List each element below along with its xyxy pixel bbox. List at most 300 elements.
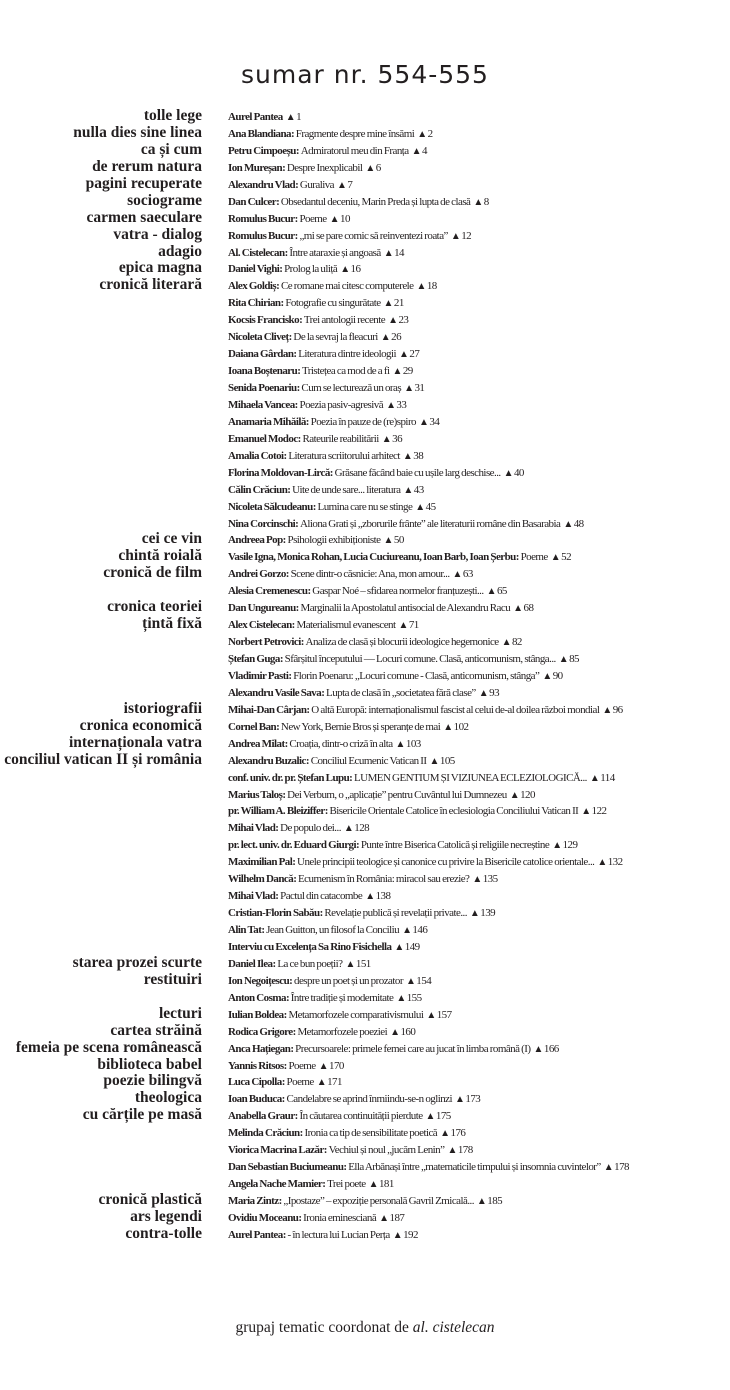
entry-title: Revelație publică și revelații private... bbox=[324, 907, 467, 920]
entry-page-number: 40 bbox=[513, 466, 524, 479]
entry-author: Alesia Cremenescu bbox=[228, 585, 308, 598]
entry-page-number: 36 bbox=[392, 432, 403, 445]
entry-page-number: 82 bbox=[511, 636, 522, 649]
entry-page-number: 34 bbox=[429, 415, 440, 428]
toc-entry[interactable]: Alesia Cremenescu: Gaspar Noé – sfidarea normelor franțuzești... ▲65 bbox=[228, 585, 507, 598]
entry-author: Kocsis Francisko bbox=[228, 314, 300, 327]
toc-row bbox=[0, 125, 730, 142]
page-marker-icon: ▲ bbox=[403, 484, 413, 496]
toc-row bbox=[0, 870, 730, 887]
section-label: cronică plastică bbox=[98, 1191, 202, 1208]
entry-page-number: 166 bbox=[543, 1042, 559, 1055]
page-marker-icon: ▲ bbox=[447, 1145, 457, 1157]
toc-entry[interactable]: Dan Ungureanu: Marginalii la Apostolatul antisocial de Alexandru Racu ▲68 bbox=[228, 602, 534, 615]
entry-author: Mihai Vlad bbox=[228, 822, 276, 835]
toc-entry[interactable]: Alexandru Vlad: Guraliva ▲7 bbox=[228, 178, 353, 191]
entry-page-number: 139 bbox=[480, 907, 496, 920]
entry-title: Psihologii exhibiționiste bbox=[287, 534, 381, 547]
page-marker-icon: ▲ bbox=[476, 1196, 487, 1207]
page-marker-icon: ▲ bbox=[558, 654, 569, 665]
entry-title: Prolog la uliță bbox=[284, 263, 338, 276]
toc-entry[interactable]: Iulian Boldea: Metamorfozele comparativismului ▲157 bbox=[228, 1008, 452, 1021]
toc-row bbox=[0, 260, 730, 277]
toc-entry[interactable]: Ana Blandiana: Fragmente despre mine însămi ▲2 bbox=[228, 127, 433, 140]
entry-author: Ștefan Guga bbox=[228, 653, 280, 665]
entry-page-number: 102 bbox=[453, 720, 469, 733]
entry-author: Norbert Petrovici bbox=[228, 636, 301, 649]
toc-row bbox=[0, 701, 730, 718]
toc-entry[interactable]: Florina Moldovan-Lircă: Grăsane făcând baie cu ușile larg deschise... ▲40 bbox=[228, 466, 524, 479]
entry-author: Senida Poenariu bbox=[228, 382, 297, 394]
entry-author: Dan Ungureanu bbox=[228, 602, 296, 615]
toc-entry[interactable] bbox=[228, 941, 420, 954]
page-marker-icon: ▲ bbox=[426, 1009, 436, 1021]
entry-page-number: 68 bbox=[523, 602, 534, 615]
toc-entry[interactable]: Călin Crăciun: Uite de unde sare... literatura ▲43 bbox=[228, 483, 424, 496]
page-marker-icon: ▲ bbox=[542, 670, 552, 682]
toc-entry[interactable]: Romulus Bucur: Poeme ▲10 bbox=[228, 212, 350, 225]
entry-page-number: 4 bbox=[422, 144, 427, 157]
section-label: poezie bilingvă bbox=[103, 1072, 202, 1090]
entry-title: Literatura dintre ideologii bbox=[298, 348, 397, 361]
entry-author: Nicoleta Sălcudeanu bbox=[228, 500, 313, 513]
section-label: biblioteca babel bbox=[97, 1055, 202, 1073]
entry-title: Lupta de clasă în „societatea fără clase” bbox=[326, 686, 476, 699]
toc-row bbox=[0, 786, 730, 803]
page-marker-icon: ▲ bbox=[405, 975, 416, 987]
toc-entry[interactable]: Ion Negoițescu: despre un poet și un prozator ▲154 bbox=[228, 974, 432, 987]
toc-entry[interactable]: Petru Cimpoeșu: Admiratorul meu din Franța ▲4 bbox=[228, 144, 427, 157]
toc-entry[interactable]: Alexandru Buzalic: Conciliul Ecumenic Vatican II ▲105 bbox=[228, 754, 455, 767]
toc-row bbox=[0, 904, 730, 921]
entry-title: Poeme bbox=[286, 1076, 314, 1089]
toc-entry[interactable]: Rita Chirian: Fotografie cu singurătate ▲21 bbox=[228, 297, 404, 310]
toc-entry[interactable]: Mihai Vlad: Pactul din catacombe ▲138 bbox=[228, 890, 391, 903]
toc-row bbox=[0, 1023, 730, 1040]
entry-page-number: 48 bbox=[573, 517, 584, 530]
toc-row bbox=[0, 599, 730, 616]
section-label: carmen saeculare bbox=[86, 208, 202, 226]
toc-entry[interactable]: Melinda Crăciun: Ironia ca tip de sensibilitate poetică ▲176 bbox=[228, 1127, 466, 1140]
entry-title: Analiza de clasă și blocurii ideologice hegemonice bbox=[305, 636, 499, 649]
section-label: sociograme bbox=[127, 191, 202, 209]
section-label: chintă roială bbox=[118, 547, 202, 565]
entry-page-number: 178 bbox=[614, 1161, 629, 1174]
toc-row bbox=[0, 735, 730, 752]
entry-page-number: 71 bbox=[408, 619, 419, 632]
entry-title: Punte între Biserica Catolică și religiile necreștine bbox=[360, 839, 550, 852]
entry-title: De populo dei... bbox=[280, 822, 341, 835]
entry-page-number: 52 bbox=[561, 551, 572, 564]
toc-row bbox=[0, 582, 730, 599]
section-label: cei ce vin bbox=[141, 530, 202, 548]
toc-row bbox=[0, 108, 730, 125]
entry-title: Gaspar Noé – sfidarea normelor franțuzești... bbox=[312, 585, 484, 598]
entry-author: Ioan Buduca bbox=[228, 1093, 282, 1106]
toc-row bbox=[0, 989, 730, 1006]
entry-title: Aliona Grati și „zborurile frânte” ale literaturii române din Basarabia bbox=[299, 517, 561, 530]
toc-entry[interactable]: Anca Hațiegan: Precursoarele: primele femei care au jucat în limba română (I) ▲166 bbox=[228, 1042, 559, 1055]
section-label: țintă fixă bbox=[142, 615, 202, 633]
page-marker-icon: ▲ bbox=[425, 1111, 435, 1123]
toc-row bbox=[0, 633, 730, 650]
toc-entry[interactable]: Mihai Vlad: De populo dei... ▲128 bbox=[228, 822, 370, 835]
page-marker-icon: ▲ bbox=[402, 450, 413, 462]
entry-title: Ella Arbănași între „matematicile timpului și insomnia cuvintelor” bbox=[348, 1161, 601, 1174]
entry-page-number: 50 bbox=[393, 534, 404, 547]
section-label: contra-tolle bbox=[125, 1224, 202, 1242]
entry-author: Romulus Bucur bbox=[228, 212, 295, 225]
entry-author: Al. Cistelecan bbox=[228, 246, 285, 259]
toc-row bbox=[0, 819, 730, 836]
section-label: nulla dies sine linea bbox=[73, 123, 202, 141]
entry-author: Cristian-Florin Sabău bbox=[228, 907, 320, 920]
entry-author: Anabella Graur bbox=[228, 1110, 295, 1123]
entry-title: La ce bun poeții? bbox=[277, 957, 343, 970]
entry-title: Grăsane făcând baie cu ușile larg deschise... bbox=[334, 466, 501, 479]
toc-entry[interactable]: Luca Cipolla: Poeme ▲171 bbox=[228, 1076, 342, 1089]
toc-row bbox=[0, 887, 730, 904]
page-marker-icon: ▲ bbox=[392, 366, 402, 378]
entry-title: O altă Europă: internaționalismul fascist al celui de-al doilea război mondial bbox=[311, 703, 600, 716]
toc-row bbox=[0, 379, 730, 396]
toc-entry[interactable]: Daniel Ilea: La ce bun poeții? ▲151 bbox=[228, 957, 371, 970]
section-label: ars legendi bbox=[130, 1207, 202, 1225]
toc-entry[interactable]: Emanuel Modoc: Rateurile reabilitării ▲36 bbox=[228, 432, 403, 445]
toc-entry[interactable]: Yannis Ritsos: Poeme ▲170 bbox=[228, 1059, 344, 1072]
toc-entry[interactable]: Wilhelm Dancă: Ecumenism în România: miracol sau erezie? ▲135 bbox=[228, 873, 498, 886]
entry-page-number: 27 bbox=[409, 348, 420, 361]
entry-author: Amalia Cotoi bbox=[228, 449, 284, 462]
page-marker-icon: ▲ bbox=[563, 518, 573, 530]
toc-entry[interactable]: Anabella Graur: În căutarea continuității pierdute ▲175 bbox=[228, 1110, 451, 1123]
page-marker-icon: ▲ bbox=[318, 1060, 329, 1072]
entry-author: Alex Goldiș bbox=[228, 280, 277, 293]
entry-title: De la sevraj la fleacuri bbox=[293, 331, 378, 344]
entry-author: Ovidiu Moceanu bbox=[228, 1211, 299, 1224]
toc-row bbox=[0, 938, 730, 955]
entry-page-number: 157 bbox=[436, 1008, 452, 1021]
toc-entry[interactable]: Marius Taloș: Dei Verbum, o „aplicație” pentru Cuvântul lui Dumnezeu ▲120 bbox=[228, 788, 535, 801]
entry-page-number: 43 bbox=[413, 483, 424, 496]
page-marker-icon: ▲ bbox=[285, 112, 296, 123]
entry-title: despre un poet și un prozator bbox=[294, 974, 403, 987]
toc-row bbox=[0, 159, 730, 176]
entry-page-number: 1 bbox=[296, 111, 302, 123]
entry-title: Scene dintr-o căsnicie: Ana, mon amour... bbox=[290, 568, 450, 581]
page-marker-icon: ▲ bbox=[478, 687, 489, 699]
toc-entry[interactable]: conf. univ. dr. pr. Ștefan Lupu: LUMEN GENTIUM ȘI VIZIUNEA ECLEZIOLOGICĂ... ▲114 bbox=[228, 771, 615, 784]
toc-entry[interactable]: Alexandru Vasile Sava: Lupta de clasă în „societatea fără clase” ▲93 bbox=[228, 686, 500, 699]
entry-author: Daniel Ilea bbox=[228, 957, 273, 970]
toc-entry[interactable]: pr. lect. univ. dr. Eduard Giurgi: Punte între Biserica Catolică și religiile necreștine ▲129 bbox=[228, 839, 578, 852]
entry-author: Alexandru Buzalic bbox=[228, 754, 306, 767]
footer-credit bbox=[0, 1319, 730, 1337]
entry-page-number: 171 bbox=[327, 1076, 342, 1089]
page-marker-icon: ▲ bbox=[316, 1077, 327, 1089]
entry-title: Între tradiție și modernitate bbox=[290, 991, 394, 1004]
section-label: cronică de film bbox=[103, 564, 202, 582]
toc-entry[interactable]: Ioan Buduca: Candelabre se aprind înmiindu-se-n oglinzi ▲173 bbox=[228, 1093, 481, 1106]
page-marker-icon: ▲ bbox=[589, 772, 600, 784]
toc-row bbox=[0, 1090, 730, 1107]
entry-title: „Ipostaze” – expoziție personală Gavril Zmicală... bbox=[283, 1195, 474, 1207]
page-marker-icon: ▲ bbox=[473, 196, 483, 208]
entry-page-number: 16 bbox=[350, 263, 361, 276]
toc-entry[interactable]: Mihaela Vancea: Poezia pasiv-agresivă ▲33 bbox=[228, 398, 407, 411]
entry-author: Anton Cosma bbox=[228, 991, 286, 1004]
entry-author: pr. William A. Bleiziffer bbox=[228, 805, 325, 818]
entry-page-number: 173 bbox=[465, 1093, 481, 1106]
entry-page-number: 122 bbox=[591, 805, 607, 818]
toc-row bbox=[0, 955, 730, 972]
toc-entry[interactable]: Cristian-Florin Sabău: Revelație publică și revelații private... ▲139 bbox=[228, 907, 496, 920]
entry-page-number: 31 bbox=[414, 382, 425, 394]
toc-entry[interactable]: Senida Poenariu: Cum se lecturează un oraș ▲31 bbox=[228, 382, 425, 394]
toc-entry[interactable]: Al. Cistelecan: Între ataraxie și angoasă ▲14 bbox=[228, 246, 405, 259]
toc-entry[interactable] bbox=[228, 111, 301, 124]
toc-entry[interactable]: Alex Cistelecan: Materialismul evanescent ▲71 bbox=[228, 619, 419, 632]
page-marker-icon: ▲ bbox=[386, 399, 396, 411]
toc-entry[interactable]: Andrei Gorzo: Scene dintr-o căsnicie: Ana, mon amour... ▲63 bbox=[228, 568, 473, 581]
page-marker-icon: ▲ bbox=[416, 281, 426, 293]
entry-page-number: 105 bbox=[439, 754, 455, 767]
entry-title: LUMEN GENTIUM ȘI VIZIUNEA ECLEZIOLOGICĂ... bbox=[354, 771, 587, 784]
entry-title: New York, Bernie Bros și speranțe de mai bbox=[280, 720, 441, 733]
page-marker-icon: ▲ bbox=[381, 433, 392, 445]
entry-page-number: 129 bbox=[562, 839, 578, 852]
section-label: de rerum natura bbox=[92, 157, 202, 175]
page-marker-icon: ▲ bbox=[486, 586, 496, 598]
toc-row bbox=[0, 142, 730, 159]
toc-entry[interactable]: Ion Mureșan: Despre Inexplicabil ▲6 bbox=[228, 161, 381, 174]
page-marker-icon: ▲ bbox=[396, 992, 406, 1004]
entry-title: Lumina care nu se stinge bbox=[317, 500, 413, 513]
toc-entry[interactable]: Mihai-Dan Cârjan: O altă Europă: internaționalismul fascist al celui de-al doilea război mondial ▲96 bbox=[228, 703, 623, 716]
entry-author: Aurel Pantea bbox=[228, 111, 283, 123]
page-marker-icon: ▲ bbox=[399, 349, 409, 361]
entry-title: Poezia în pauze de (re)spiro bbox=[310, 415, 417, 428]
toc-entry[interactable]: Ioana Boștenaru: Tristețea ca mod de a fi ▲29 bbox=[228, 365, 413, 378]
toc-entry[interactable]: Angela Nache Mamier: Trei poete ▲181 bbox=[228, 1178, 394, 1191]
entry-page-number: 85 bbox=[569, 653, 579, 665]
page-marker-icon: ▲ bbox=[404, 383, 414, 394]
section-label: cronică literară bbox=[99, 276, 202, 294]
entry-page-number: 21 bbox=[393, 297, 404, 310]
entry-page-number: 14 bbox=[394, 246, 405, 259]
entry-author: Rita Chirian bbox=[228, 297, 281, 310]
toc-entry[interactable]: Alex Goldiș: Ce romane mai citesc computerele ▲18 bbox=[228, 280, 437, 293]
entry-title: În căutarea continuității pierdute bbox=[299, 1110, 423, 1123]
entry-page-number: 6 bbox=[375, 161, 381, 174]
entry-title: Ce romane mai citesc computerele bbox=[280, 280, 414, 293]
page-marker-icon: ▲ bbox=[368, 1179, 378, 1191]
toc-entry[interactable]: Alin Tat: Jean Guitton, un filosof la Conciliu ▲146 bbox=[228, 924, 428, 936]
section-label: lecturi bbox=[158, 1004, 202, 1022]
toc-row bbox=[0, 1073, 730, 1090]
toc-entry[interactable]: Ștefan Guga: Sfârșitul începutului — Locuri comune. Clasă, anticomunism, stânga... ▲85 bbox=[228, 653, 579, 665]
toc-entry[interactable]: Maximilian Pal: Unele principii teologice și canonice cu privire la Bisericile catolice orientale... ▲132 bbox=[228, 856, 623, 869]
entry-page-number: 10 bbox=[340, 212, 350, 225]
entry-title: - în lectura lui Lucian Perța bbox=[287, 1228, 390, 1241]
section-label: internaționala vatra bbox=[68, 733, 202, 751]
entry-author: Luca Cipolla bbox=[228, 1076, 282, 1089]
entry-title: Trei antologii recente bbox=[303, 314, 386, 327]
toc-entry[interactable]: Romulus Bucur: „mi se pare comic să reinventezi roata” ▲12 bbox=[228, 229, 472, 242]
entry-title: Unele principii teologice și canonice cu privire la Bisericile catolice orientale... bbox=[297, 856, 595, 869]
entry-page-number: 138 bbox=[375, 890, 391, 903]
toc-entry[interactable]: Viorica Macrina Lazăr: Vechiul și noul „jucăm Lenin” ▲178 bbox=[228, 1144, 473, 1157]
page-marker-icon: ▲ bbox=[388, 315, 398, 327]
toc-entry[interactable]: Amalia Cotoi: Literatura scriitorului arhitect ▲38 bbox=[228, 449, 424, 462]
entry-author: Ion Mureșan bbox=[228, 161, 283, 174]
entry-author: Interviu cu Excelența Sa Rino Fisichella bbox=[228, 940, 392, 953]
toc-entry[interactable]: Anton Cosma: Între tradiție și modernitate ▲155 bbox=[228, 991, 422, 1004]
section-label: adagio bbox=[158, 242, 202, 260]
entry-title: Pactul din catacombe bbox=[280, 890, 363, 903]
entry-page-number: 65 bbox=[496, 585, 507, 598]
entry-page-number: 149 bbox=[404, 940, 420, 953]
toc-row bbox=[0, 430, 730, 447]
page-marker-icon: ▲ bbox=[402, 925, 412, 936]
entry-author: Dan Culcer bbox=[228, 195, 277, 208]
entry-author: Maria Zintz bbox=[228, 1195, 279, 1207]
toc-row bbox=[0, 853, 730, 870]
toc-entry[interactable]: Andrea Milat: Croația, dintr-o criză în alta ▲103 bbox=[228, 737, 421, 750]
toc-entry[interactable]: Cornel Ban: New York, Bernie Bros și speranțe de mai ▲102 bbox=[228, 720, 469, 733]
toc-row bbox=[0, 244, 730, 261]
entry-author: Alex Cistelecan bbox=[228, 619, 292, 632]
entry-author: Ana Blandiana bbox=[228, 127, 291, 140]
entry-page-number: 33 bbox=[396, 398, 407, 411]
toc-entry[interactable]: pr. William A. Bleiziffer: Bisericile Orientale Catolice în eclesiologia Conciliului Vatican II ▲122 bbox=[228, 805, 607, 818]
page-marker-icon: ▲ bbox=[365, 162, 375, 174]
page-marker-icon: ▲ bbox=[340, 264, 350, 276]
section-label: conciliul vatican II și românia bbox=[4, 750, 202, 768]
entry-author: Romulus Bucur bbox=[228, 229, 295, 242]
page-marker-icon: ▲ bbox=[365, 891, 375, 903]
entry-title: Sfârșitul începutului — Locuri comune. Clasă, anticomunism, stânga... bbox=[284, 653, 556, 665]
section-label: cartea străină bbox=[110, 1021, 202, 1039]
entry-title: Tristețea ca mod de a fi bbox=[302, 365, 390, 378]
entry-title: Uite de unde sare... literatura bbox=[292, 483, 401, 496]
entry-page-number: 96 bbox=[612, 703, 623, 716]
entry-title: Rateurile reabilitării bbox=[302, 432, 379, 445]
toc-row bbox=[0, 498, 730, 515]
section-label: cronica economică bbox=[79, 716, 202, 734]
toc-entry[interactable]: Nicoleta Cliveț: De la sevraj la fleacuri ▲26 bbox=[228, 331, 402, 344]
toc-row bbox=[0, 531, 730, 548]
toc-row bbox=[0, 1057, 730, 1074]
entry-author: Alin Tat bbox=[228, 924, 262, 936]
page-marker-icon: ▲ bbox=[329, 213, 340, 225]
toc-entry[interactable]: Ovidiu Moceanu: Ironia eminesciană ▲187 bbox=[228, 1211, 405, 1224]
toc-row bbox=[0, 752, 730, 769]
page-marker-icon: ▲ bbox=[337, 179, 347, 191]
entry-author: Mihai-Dan Cârjan bbox=[228, 703, 307, 716]
toc-row bbox=[0, 362, 730, 379]
toc-entry[interactable]: Norbert Petrovici: Analiza de clasă și blocurii ideologice hegemonice ▲82 bbox=[228, 636, 522, 649]
section-label: cronica teoriei bbox=[107, 598, 202, 616]
page-marker-icon: ▲ bbox=[392, 1229, 403, 1241]
toc-row bbox=[0, 836, 730, 853]
toc-entry[interactable]: Rodica Grigore: Metamorfozele poeziei ▲160 bbox=[228, 1025, 416, 1038]
toc-row bbox=[0, 972, 730, 989]
toc-entry[interactable]: Maria Zintz: „Ipostaze” – expoziție personală Gavril Zmicală... ▲185 bbox=[228, 1195, 503, 1207]
toc-row bbox=[0, 294, 730, 311]
entry-author: Mihaela Vancea bbox=[228, 398, 295, 411]
entry-page-number: 151 bbox=[355, 957, 371, 970]
toc-row bbox=[0, 413, 730, 430]
toc-row bbox=[0, 464, 730, 481]
page-marker-icon: ▲ bbox=[503, 467, 513, 479]
page-marker-icon: ▲ bbox=[509, 789, 520, 801]
toc-entry[interactable]: Andreea Pop: Psihologii exhibiționiste ▲50 bbox=[228, 534, 404, 547]
toc-entry[interactable]: Dan Sebastian Buciumeanu: Ella Arbănași între „matematicile timpului și insomnia cuvintelor” ▲178 bbox=[228, 1161, 629, 1174]
entry-page-number: 12 bbox=[461, 229, 472, 242]
entry-author: Angela Nache Mamier bbox=[228, 1178, 323, 1191]
entry-author: Ioana Boștenaru bbox=[228, 365, 298, 378]
toc-entry[interactable]: Nicoleta Sălcudeanu: Lumina care nu se stinge ▲45 bbox=[228, 500, 436, 513]
entry-page-number: 181 bbox=[378, 1178, 394, 1191]
entry-author: Maximilian Pal bbox=[228, 856, 293, 869]
page-marker-icon: ▲ bbox=[581, 806, 591, 818]
entry-author: Andrei Gorzo bbox=[228, 568, 286, 581]
toc-row bbox=[0, 345, 730, 362]
entry-page-number: 170 bbox=[329, 1059, 344, 1072]
page-marker-icon: ▲ bbox=[602, 704, 612, 716]
toc-row bbox=[0, 227, 730, 244]
toc-entry[interactable]: Vladimir Pasti: Florin Poenaru: „Locuri comune - Clasă, anticomunism, stânga” ▲90 bbox=[228, 669, 563, 682]
page-marker-icon: ▲ bbox=[443, 721, 453, 733]
entry-author: Aurel Pantea bbox=[228, 1228, 283, 1241]
entry-author: Florina Moldovan-Lircă bbox=[228, 466, 330, 479]
entry-page-number: 26 bbox=[391, 331, 402, 344]
entry-title: Fotografie cu singurătate bbox=[285, 297, 381, 310]
entry-page-number: 160 bbox=[400, 1025, 416, 1038]
toc-entry[interactable]: Nina Corcinschi: Aliona Grati și „zborurile frânte” ale literaturii române din Basarabia ▲48 bbox=[228, 517, 584, 530]
page-marker-icon: ▲ bbox=[417, 128, 427, 140]
entry-page-number: 38 bbox=[413, 449, 424, 462]
entry-author: Rodica Grigore bbox=[228, 1025, 293, 1038]
entry-author: Daiana Gârdan bbox=[228, 348, 294, 361]
toc-row bbox=[0, 1192, 730, 1209]
entry-title: Obsedantul deceniu, Marin Preda și lupta de clasă bbox=[280, 195, 471, 208]
toc-entry[interactable]: Daiana Gârdan: Literatura dintre ideologii ▲27 bbox=[228, 348, 420, 361]
toc-row bbox=[0, 447, 730, 464]
toc-entry[interactable]: Dan Culcer: Obsedantul deceniu, Marin Preda și lupta de clasă ▲8 bbox=[228, 195, 489, 208]
footer-coordinator: al. cistelecan bbox=[412, 1319, 495, 1336]
toc-entry[interactable]: Aurel Pantea: - în lectura lui Lucian Perța ▲192 bbox=[228, 1228, 418, 1241]
section-label: restituiri bbox=[143, 970, 202, 988]
toc-entry[interactable]: Anamaria Mihăilă: Poezia în pauze de (re)spiro ▲34 bbox=[228, 415, 440, 428]
toc-row bbox=[0, 277, 730, 294]
toc-row bbox=[0, 1158, 730, 1175]
entry-title: Croația, dintr-o criză în alta bbox=[289, 737, 393, 750]
page-marker-icon: ▲ bbox=[379, 1212, 389, 1224]
toc-row bbox=[0, 1006, 730, 1023]
toc-entry[interactable]: Kocsis Francisko: Trei antologii recente ▲23 bbox=[228, 314, 409, 327]
entry-title: Cum se lecturează un oraș bbox=[301, 382, 402, 394]
toc-entry[interactable]: Daniel Vighi: Prolog la uliță ▲16 bbox=[228, 263, 361, 276]
entry-author: Alexandru Vlad bbox=[228, 178, 296, 191]
entry-title: Fragmente despre mine însămi bbox=[295, 127, 415, 140]
toc-entry[interactable]: Vasile Igna, Monica Rohan, Lucia Cuciureanu, Ioan Barb, Ioan Șerbu: Poeme ▲52 bbox=[228, 551, 572, 564]
entry-title: Dei Verbum, o „aplicație” pentru Cuvântul lui Dumnezeu bbox=[287, 788, 507, 801]
entry-title: Precursoarele: primele femei care au jucat în limba română (I) bbox=[295, 1042, 531, 1055]
entry-page-number: 103 bbox=[405, 737, 421, 750]
toc-row bbox=[0, 515, 730, 532]
